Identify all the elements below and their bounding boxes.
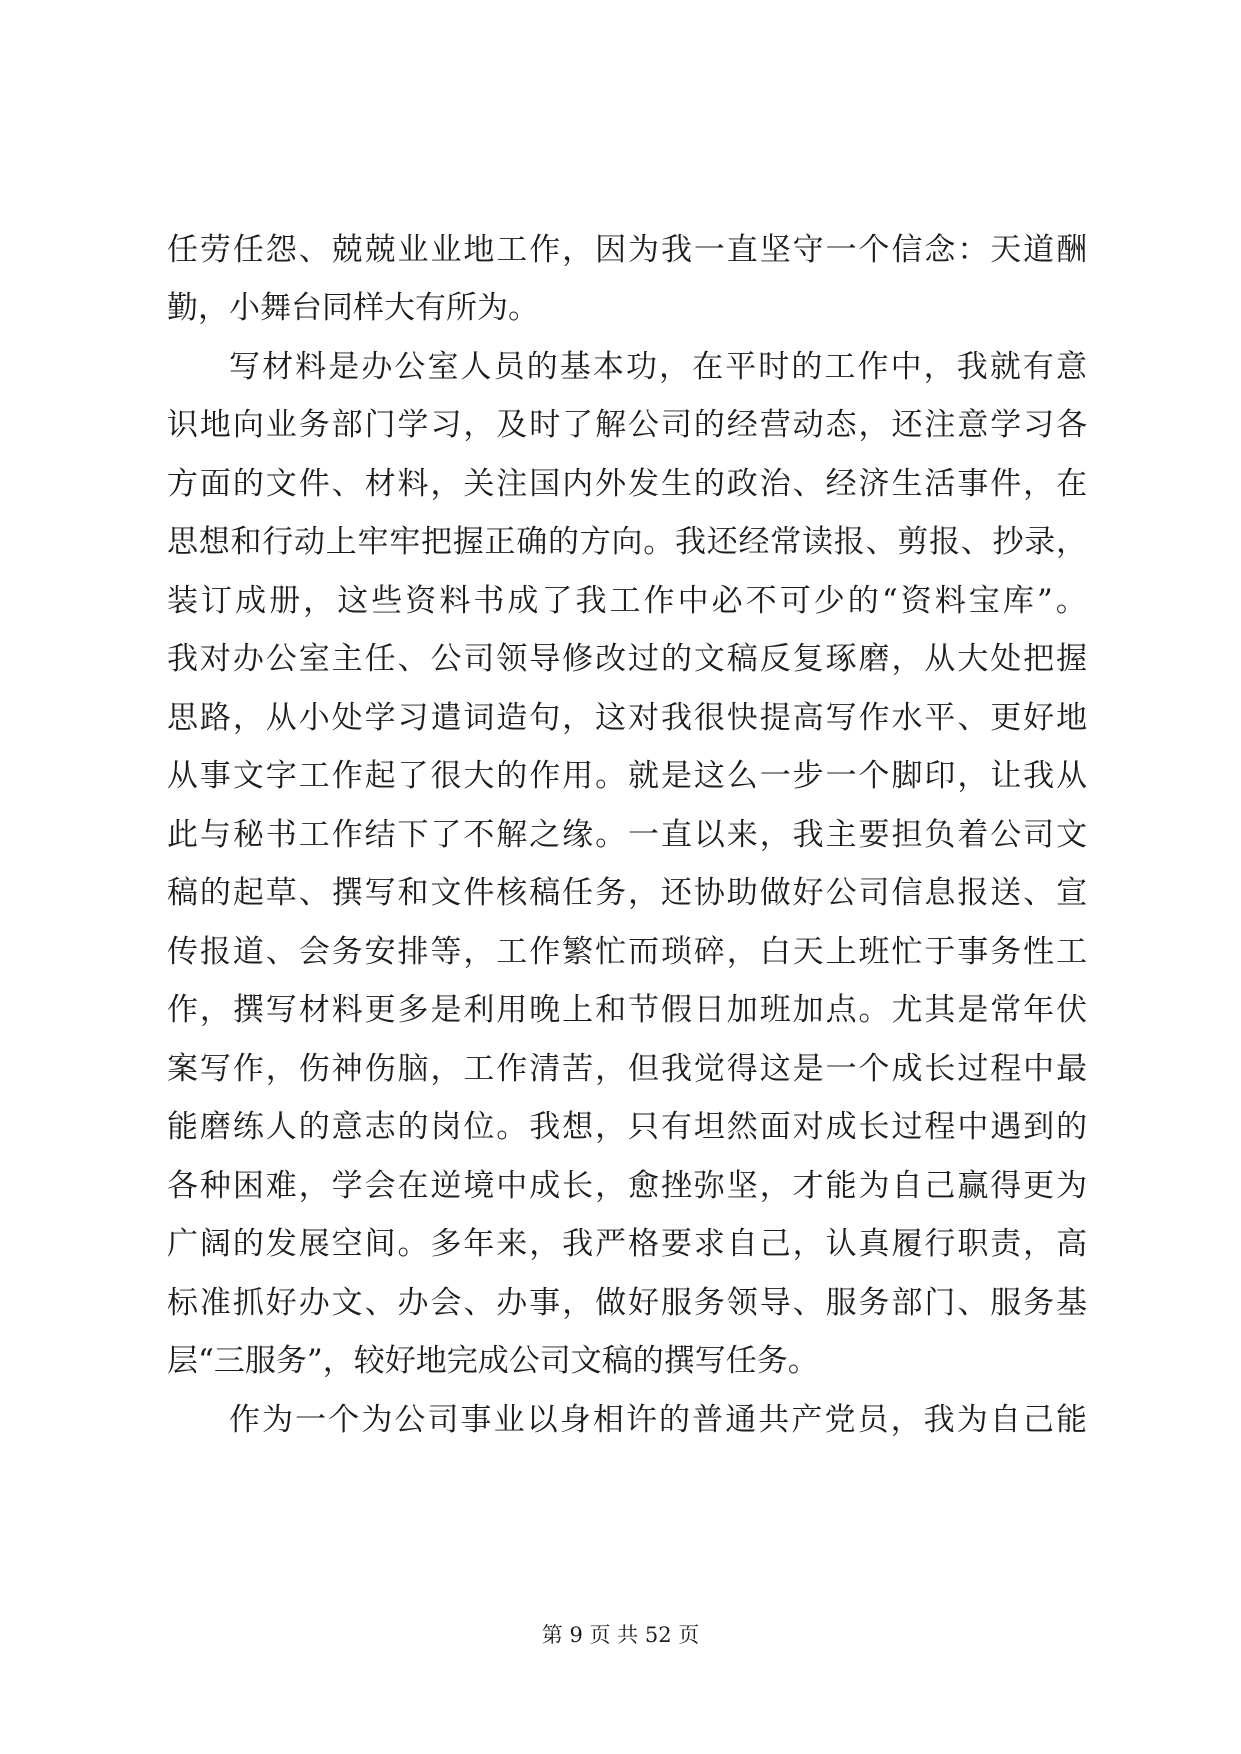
text-line: 装订成册，这些资料书成了我工作中必不可少的“资料宝库”。 <box>167 583 1090 619</box>
text-line: 方面的文件、材料，关注国内外发生的政治、经济生活事件，在 <box>167 466 1090 502</box>
page-number-footer: 第 9 页 共 52 页 <box>541 1623 700 1647</box>
text-line: 识地向业务部门学习，及时了解公司的经营动态，还注意学习各 <box>167 407 1090 443</box>
text-line: 思路，从小处学习遣词造句，这对我很快提高写作水平、更好地 <box>167 700 1090 736</box>
text-line: 传报道、会务安排等，工作繁忙而琐碎，白天上班忙于事务性工 <box>167 934 1090 970</box>
text-line: 稿的起草、撰写和文件核稿任务，还协助做好公司信息报送、宣 <box>167 875 1090 911</box>
text-line: 勤，小舞台同样大有所为。 <box>167 290 539 326</box>
text-line: 层“三服务”，较好地完成公司文稿的撰写任务。 <box>167 1343 819 1379</box>
text-line: 思想和行动上牢牢把握正确的方向。我还经常读报、剪报、抄录， <box>167 524 1088 560</box>
text-line: 从事文字工作起了很大的作用。就是这么一步一个脚印，让我从 <box>167 758 1090 794</box>
text-line: 作为一个为公司事业以身相许的普通共产党员，我为自己能 <box>229 1402 1090 1438</box>
text-line: 写材料是办公室人员的基本功，在平时的工作中，我就有意 <box>229 349 1090 385</box>
text-line: 各种困难，学会在逆境中成长，愈挫弥坚，才能为自己赢得更为 <box>167 1168 1090 1204</box>
text-line: 标准抓好办文、办会、办事，做好服务领导、服务部门、服务基 <box>167 1285 1090 1321</box>
text-line: 广阔的发展空间。多年来，我严格要求自己，认真履行职责，高 <box>167 1226 1090 1262</box>
text-line: 案写作，伤神伤脑，工作清苦，但我觉得这是一个成长过程中最 <box>167 1051 1090 1087</box>
text-line: 此与秘书工作结下了不解之缘。一直以来，我主要担负着公司文 <box>167 817 1090 853</box>
text-line: 能磨练人的意志的岗位。我想，只有坦然面对成长过程中遇到的 <box>167 1109 1090 1145</box>
text-line: 作，撰写材料更多是利用晚上和节假日加班加点。尤其是常年伏 <box>167 992 1090 1028</box>
text-line: 我对办公室主任、公司领导修改过的文稿反复琢磨，从大处把握 <box>167 641 1090 677</box>
text-line: 任劳任怨、兢兢业业地工作，因为我一直坚守一个信念：天道酬 <box>167 232 1090 268</box>
